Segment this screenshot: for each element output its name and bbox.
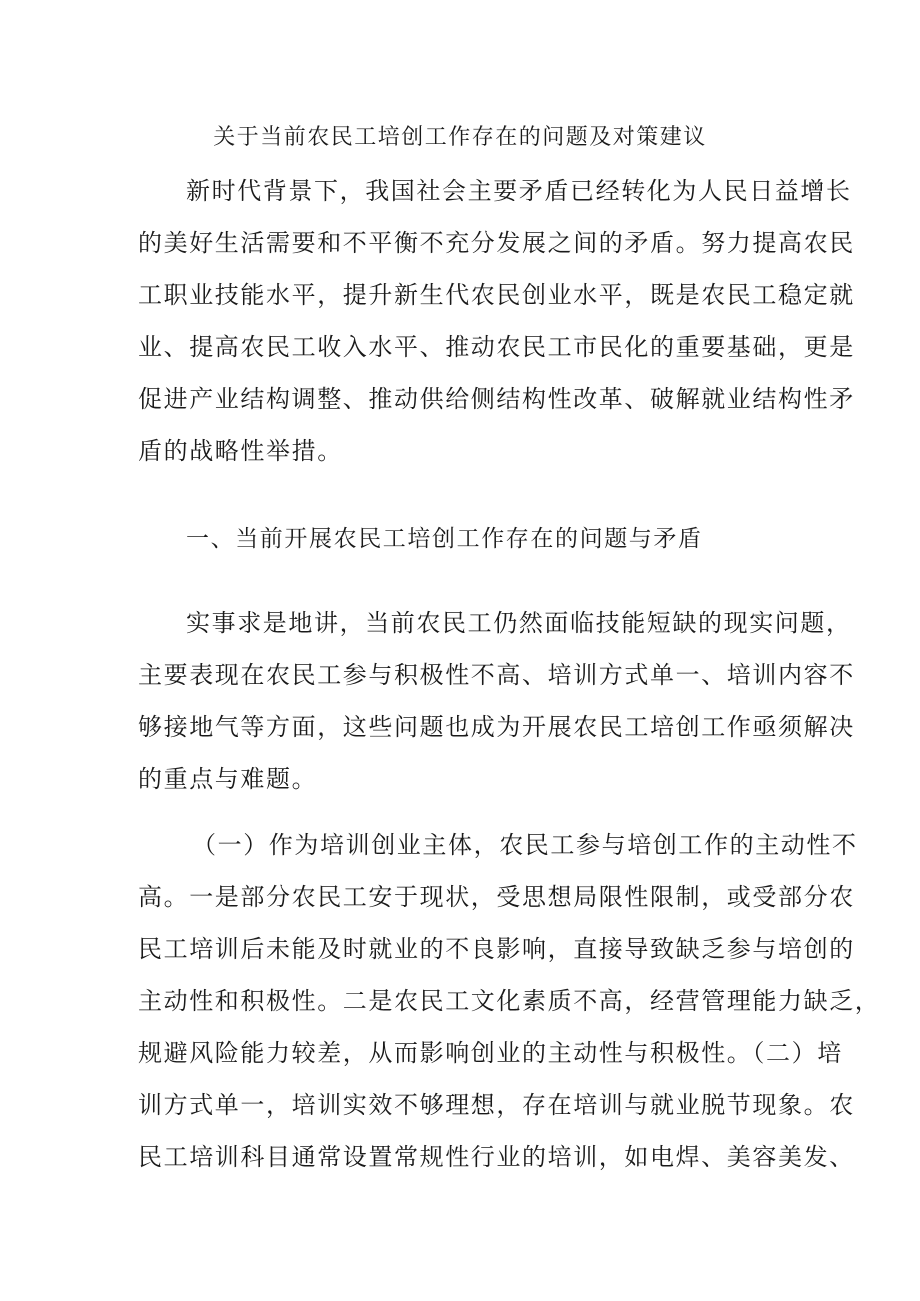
- paragraph-4-line-4: 主动性和积极性。二是农民工文化素质不高，经营管理能力缺乏，: [138, 987, 881, 1015]
- paragraph-3-line-4: 的重点与难题。: [138, 765, 318, 793]
- paragraph-1-line-3: 工职业技能水平，提升新生代农民创业水平，既是农民工稳定就: [138, 281, 855, 309]
- paragraph-4-line-3: 民工培训后未能及时就业的不良影响，直接导致缺乏参与培创的: [138, 935, 855, 963]
- paragraph-3-line-2: 主要表现在农民工参与积极性不高、培训方式单一、培训内容不: [138, 661, 855, 689]
- paragraph-1-line-6: 盾的战略性举措。: [138, 437, 343, 465]
- paragraph-4-line-7: 民工培训科目通常设置常规性行业的培训，如电焊、美容美发、: [138, 1143, 855, 1171]
- paragraph-1-line-1: 新时代背景下，我国社会主要矛盾已经转化为人民日益增长: [186, 177, 852, 205]
- section-heading-1: 一、当前开展农民工培创工作存在的问题与矛盾: [186, 526, 703, 552]
- document-title: 关于当前农民工培创工作存在的问题及对策建议: [213, 125, 707, 150]
- paragraph-4-line-6: 训方式单一，培训实效不够理想，存在培训与就业脱节现象。农: [138, 1091, 855, 1119]
- paragraph-4-line-5: 规避风险能力较差，从而影响创业的主动性与积极性。（二）培: [138, 1039, 843, 1067]
- paragraph-1-line-5: 促进产业结构调整、推动供给侧结构性改革、破解就业结构性矛: [138, 385, 855, 413]
- paragraph-3-line-3: 够接地气等方面，这些问题也成为开展农民工培创工作亟须解决: [138, 713, 855, 741]
- paragraph-3-line-1: 实事求是地讲，当前农民工仍然面临技能短缺的现实问题，: [186, 609, 852, 637]
- paragraph-4-line-1: （一）作为培训创业主体，农民工参与培创工作的主动性不: [192, 831, 858, 859]
- paragraph-1-line-2: 的美好生活需要和不平衡不充分发展之间的矛盾。努力提高农民: [138, 229, 855, 257]
- paragraph-4-line-2: 高。一是部分农民工安于现状，受思想局限性限制，或受部分农: [138, 883, 855, 911]
- paragraph-1-line-4: 业、提高农民工收入水平、推动农民工市民化的重要基础，更是: [138, 333, 855, 361]
